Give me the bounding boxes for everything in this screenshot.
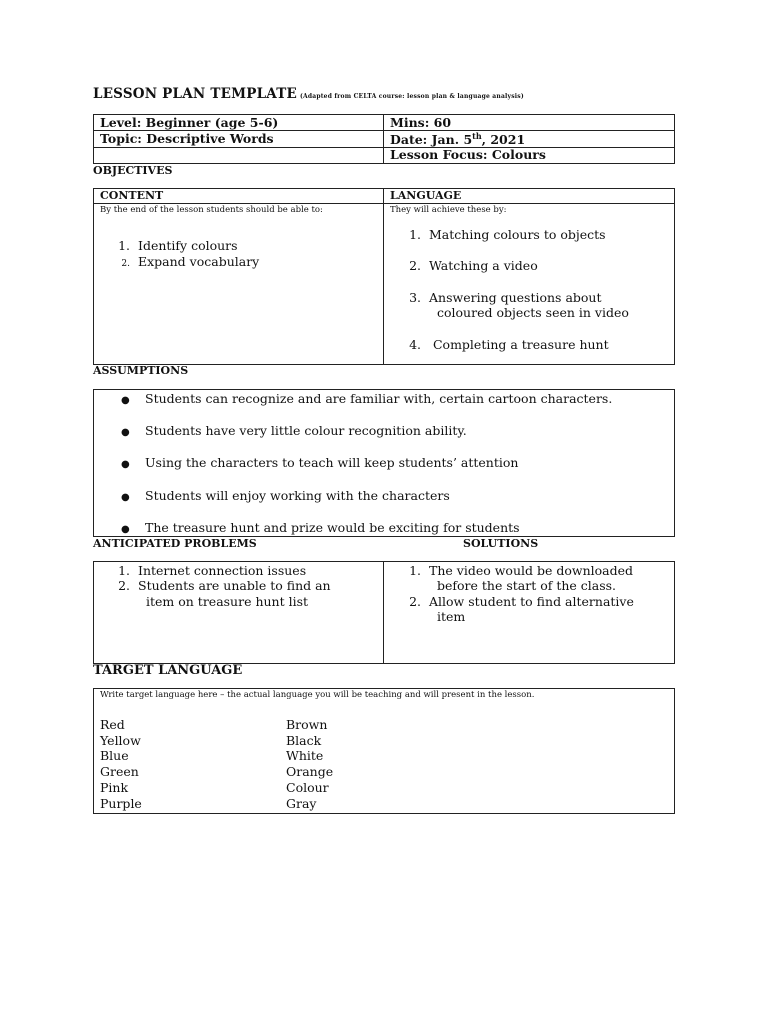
problem-item-cont: item on treasure hunt list	[146, 594, 309, 609]
target-heading: TARGET LANGUAGE	[93, 663, 243, 678]
target-word: Brown	[286, 717, 328, 732]
target-word: White	[286, 748, 324, 763]
target-word: Orange	[286, 764, 334, 779]
problem-item: 2. Students are unable to find an	[118, 578, 331, 593]
language-intro: They will achieve these by:	[390, 205, 507, 215]
language-item-cont: coloured objects seen in video	[437, 305, 629, 320]
target-word: Blue	[100, 748, 129, 763]
target-intro: Write target language here – the actual language you will be teaching and will present in the lesson.	[100, 690, 535, 700]
solution-item: 1. The video would be downloaded	[409, 563, 633, 578]
language-item: 1. Matching colours to objects	[409, 227, 606, 242]
topic-cell: Topic: Descriptive Words	[100, 131, 274, 146]
target-word: Black	[286, 733, 322, 748]
target-word: Red	[100, 717, 125, 732]
mins-cell: Mins: 60	[390, 115, 452, 130]
document-title	[93, 86, 524, 102]
content-header: CONTENT	[100, 189, 164, 202]
assumptions-heading: ASSUMPTIONS	[93, 364, 189, 377]
target-word: Colour	[286, 780, 329, 795]
content-intro: By the end of the lesson students should be able to:	[100, 205, 323, 215]
title-text: LESSON PLAN TEMPLATE	[93, 86, 297, 102]
target-word: Pink	[100, 780, 129, 795]
solution-item: 2. Allow student to find alternative	[409, 594, 634, 609]
language-item: 3. Answering questions about	[409, 290, 602, 305]
language-item: 4. Completing a treasure hunt	[409, 337, 609, 352]
assumption-item: ● Students have very little colour recognition ability.	[121, 423, 467, 438]
target-box	[93, 688, 675, 814]
content-item: 2. Expand vocabulary	[121, 254, 260, 269]
target-word: Gray	[286, 796, 317, 811]
problem-item: 1. Internet connection issues	[118, 563, 307, 578]
target-word: Yellow	[100, 733, 141, 748]
title-subtitle: (Adapted from CELTA course: lesson plan & language analysis)	[299, 93, 524, 100]
target-word: Purple	[100, 796, 142, 811]
level-cell: Level: Beginner (age 5-6)	[100, 115, 279, 130]
assumption-item: ● Using the characters to teach will keep students’ attention	[121, 455, 519, 470]
objectives-heading: OBJECTIVES	[93, 164, 173, 177]
assumption-item: ● Students can recognize and are familiar with, certain cartoon characters.	[121, 391, 613, 406]
problems-heading: ANTICIPATED PROBLEMS	[93, 537, 257, 550]
solution-item-cont: before the start of the class.	[437, 578, 617, 593]
focus-cell: Lesson Focus: Colours	[390, 147, 546, 162]
language-header: LANGUAGE	[390, 189, 462, 202]
date-cell: Date: Jan. 5th, 2021	[390, 131, 526, 148]
assumption-item: ● Students will enjoy working with the characters	[121, 488, 450, 503]
target-word: Green	[100, 764, 139, 779]
content-item: 1. Identify colours	[118, 238, 238, 253]
assumption-item: ● The treasure hunt and prize would be exciting for students	[121, 520, 520, 535]
solutions-heading: SOLUTIONS	[463, 537, 539, 550]
language-item: 2. Watching a video	[409, 258, 538, 273]
solution-item-cont: item	[437, 609, 466, 624]
